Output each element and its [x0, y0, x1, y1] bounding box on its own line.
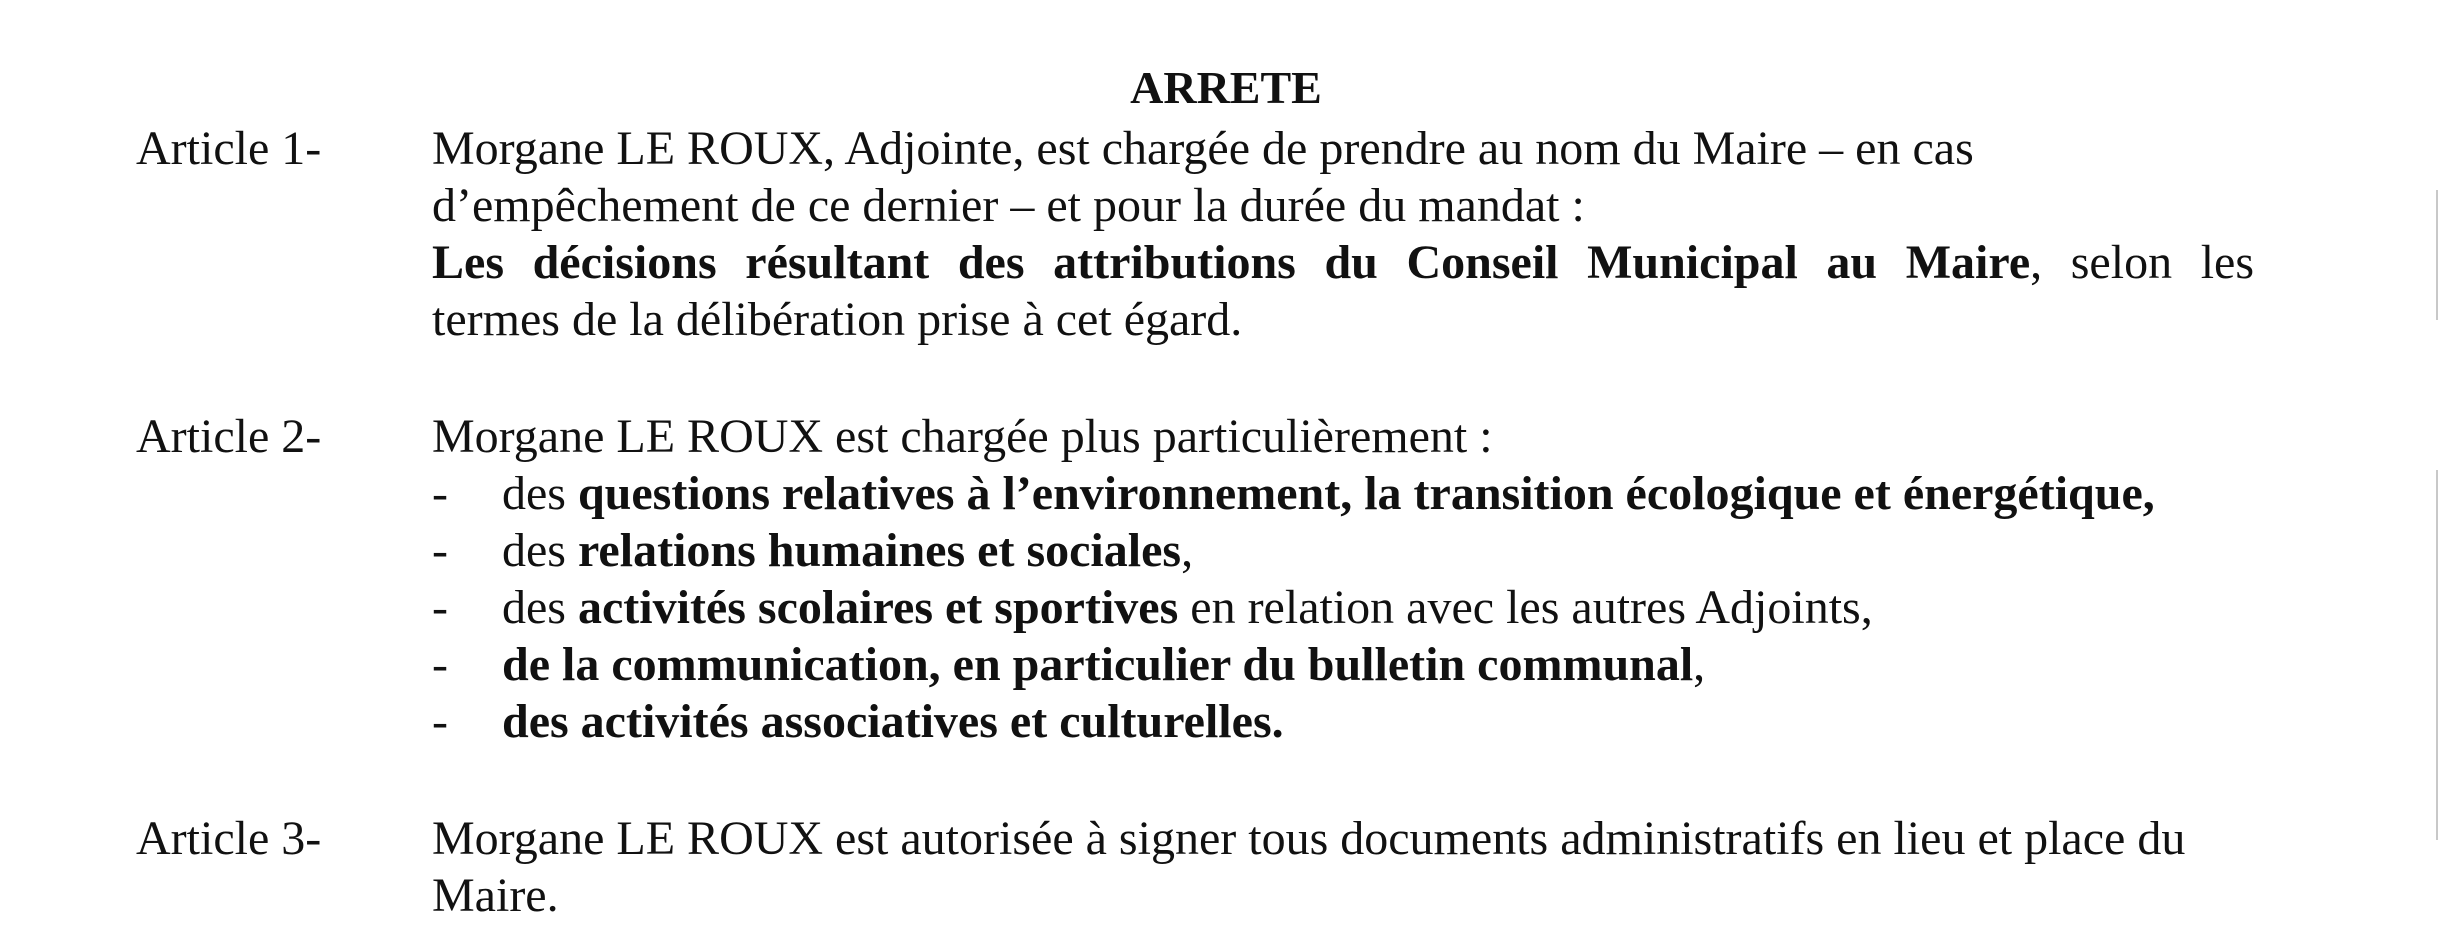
list-item [432, 579, 2254, 636]
dash-bullet: - [432, 638, 448, 691]
list-item [432, 522, 2254, 579]
item-bold: activités scolaires et sportives [577, 581, 1179, 634]
item-prefix: des [502, 467, 578, 520]
item-suffix: , [1181, 524, 1194, 577]
scan-artifact-line [2436, 190, 2438, 320]
article-3-line-1: Morgane LE ROUX est autorisée à signer tous documents administratifs en lieu et place du [432, 812, 2186, 865]
item-suffix: en relation avec les autres Adjoints, [1178, 581, 1873, 634]
dash-bullet: - [432, 467, 448, 520]
list-item [432, 693, 2254, 750]
article-3-label: Article 3- [136, 812, 322, 865]
item-bold: questions relatives à l’environnement, la transition écologique et énergétique, [577, 467, 2155, 520]
item-prefix: des [502, 524, 578, 577]
article-1-line-2: d’empêchement de ce dernier – et pour la durée du mandat : [432, 179, 1585, 232]
article-2-label: Article 2- [136, 410, 322, 463]
list-item [432, 636, 2254, 693]
article-2-intro: Morgane LE ROUX est chargée plus particulièrement : [432, 410, 1493, 463]
item-bold: des activités associatives et culturelles. [502, 695, 1284, 748]
article-3-line-2: Maire. [432, 869, 559, 922]
item-suffix: , [1693, 638, 1706, 691]
article-1-last-line: termes de la délibération prise à cet égard. [432, 293, 1243, 346]
article-1-bold-lead: Les décisions résultant des attributions du Conseil Municipal au Maire [432, 236, 2031, 289]
article-1-body [432, 120, 2254, 348]
list-item [432, 465, 2254, 522]
article-2-list [432, 465, 2254, 750]
dash-bullet: - [432, 581, 448, 634]
scan-artifact-line [2436, 470, 2438, 840]
article-1-label: Article 1- [136, 122, 322, 175]
article-1-decision-line [432, 234, 2254, 291]
item-bold: de la communication, en particulier du bulletin communal [502, 638, 1694, 691]
article-3-body [432, 810, 2254, 924]
article-2-body [432, 408, 2254, 750]
item-prefix: des [502, 581, 578, 634]
article-1-line-1: Morgane LE ROUX, Adjointe, est chargée de prendre au nom du Maire – en cas [432, 122, 1974, 175]
dash-bullet: - [432, 524, 448, 577]
article-1-bold-tail: , selon les [2030, 236, 2255, 289]
dash-bullet: - [432, 695, 448, 748]
document-title: ARRETE [1130, 62, 1322, 113]
item-bold: relations humaines et sociales [577, 524, 1182, 577]
